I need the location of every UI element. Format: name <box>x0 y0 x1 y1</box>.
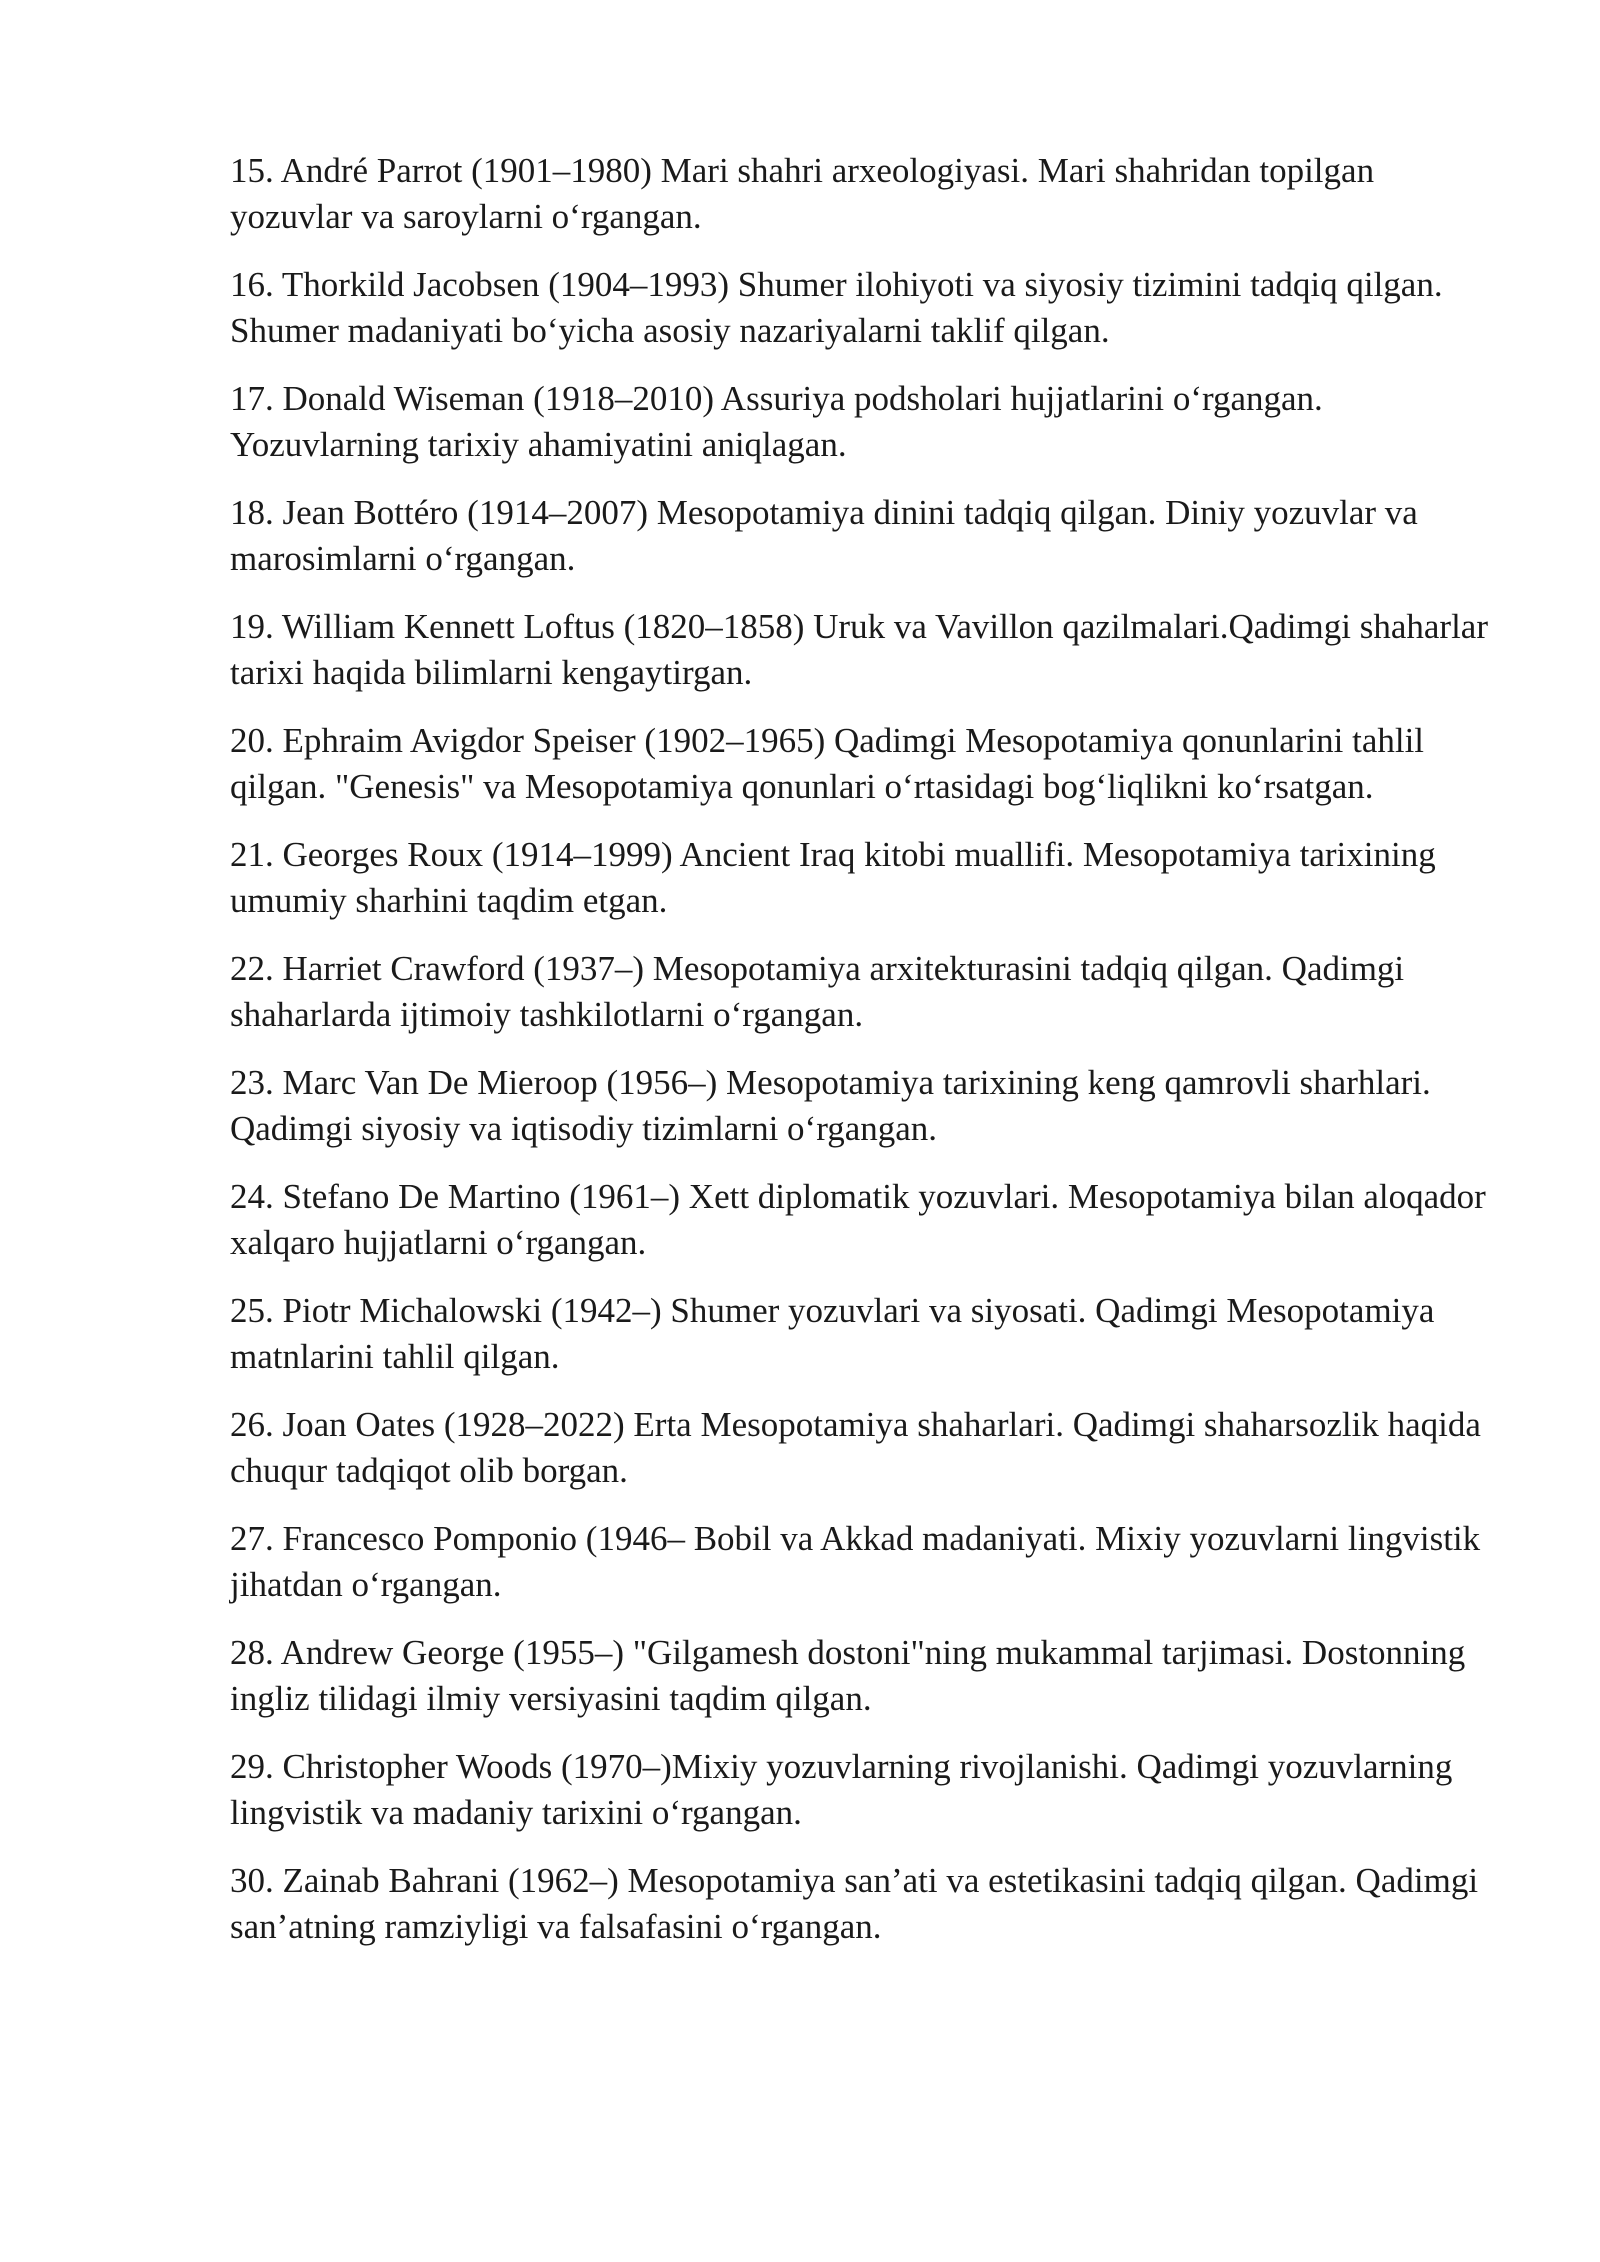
list-item-30: 30. Zainab Bahrani (1962–) Mesopotamiya san’ati va estetikasini tadqiq qilgan. Qadimgi san’atning ramziyligi va falsafasini o‘rgangan. <box>230 1861 1479 1946</box>
list-item-28: 28. Andrew George (1955–) "Gilgamesh dostoni"ning mukammal tarjimasi. Dostonning ingliz tilidagi ilmiy versiyasini taqdim qilgan. <box>230 1633 1466 1718</box>
list-item-29: 29. Christopher Woods (1970–)Mixiy yozuvlarning rivojlanishi. Qadimgi yozuvlarning lingvistik va madaniy tarixini o‘rgangan. <box>230 1747 1453 1832</box>
list-item-15: 15. André Parrot (1901–1980) Mari shahri arxeologiyasi. Mari shahridan topilgan yozuvlar va saroylarni o‘rgangan. <box>230 151 1375 236</box>
list-item-19: 19. William Kennett Loftus (1820–1858) Uruk va Vavillon qazilmalari.Qadimgi shaharlar tarixi haqida bilimlarni kengaytirgan. <box>230 607 1488 692</box>
list-item-20: 20. Ephraim Avigdor Speiser (1902–1965) Qadimgi Mesopotamiya qonunlarini tahlil qilgan. "Genesis" va Mesopotamiya qonunlari o‘rtasidagi bog‘liqlikni ko‘rsatgan. <box>230 721 1425 806</box>
list-item-18: 18. Jean Bottéro (1914–2007) Mesopotamiya dinini tadqiq qilgan. Diniy yozuvlar va marosimlarni o‘rgangan. <box>230 493 1418 578</box>
list-item-27: 27. Francesco Pomponio (1946– Bobil va Akkad madaniyati. Mixiy yozuvlarni lingvistik jihatdan o‘rgangan. <box>230 1519 1481 1604</box>
list-item-16: 16. Thorkild Jacobsen (1904–1993) Shumer ilohiyoti va siyosiy tizimini tadqiq qilgan. Shumer madaniyati bo‘yicha asosiy nazariyalarni taklif qilgan. <box>230 265 1443 350</box>
list-item-24: 24. Stefano De Martino (1961–) Xett diplomatik yozuvlari. Mesopotamiya bilan aloqador xalqaro hujjatlarni o‘rgangan. <box>230 1177 1486 1262</box>
list-item-21: 21. Georges Roux (1914–1999) Ancient Iraq kitobi muallifi. Mesopotamiya tarixining umumiy sharhini taqdim etgan. <box>230 835 1436 920</box>
list-item-25: 25. Piotr Michalowski (1942–) Shumer yozuvlari va siyosati. Qadimgi Mesopotamiya matnlarini tahlil qilgan. <box>230 1291 1435 1376</box>
list-item-26: 26. Joan Oates (1928–2022) Erta Mesopotamiya shaharlari. Qadimgi shaharsozlik haqida chuqur tadqiqot olib borgan. <box>230 1405 1481 1490</box>
scholar-list <box>230 148 1500 1972</box>
list-item-22: 22. Harriet Crawford (1937–) Mesopotamiya arxitekturasini tadqiq qilgan. Qadimgi shaharlarda ijtimoiy tashkilotlarni o‘rgangan. <box>230 949 1405 1034</box>
list-item-17: 17. Donald Wiseman (1918–2010) Assuriya podsholari hujjatlarini o‘rgangan. Yozuvlarning tarixiy ahamiyatini aniqlagan. <box>230 379 1323 464</box>
list-item-23: 23. Marc Van De Mieroop (1956–) Mesopotamiya tarixining keng qamrovli sharhlari. Qadimgi siyosiy va iqtisodiy tizimlarni o‘rgangan. <box>230 1063 1431 1148</box>
